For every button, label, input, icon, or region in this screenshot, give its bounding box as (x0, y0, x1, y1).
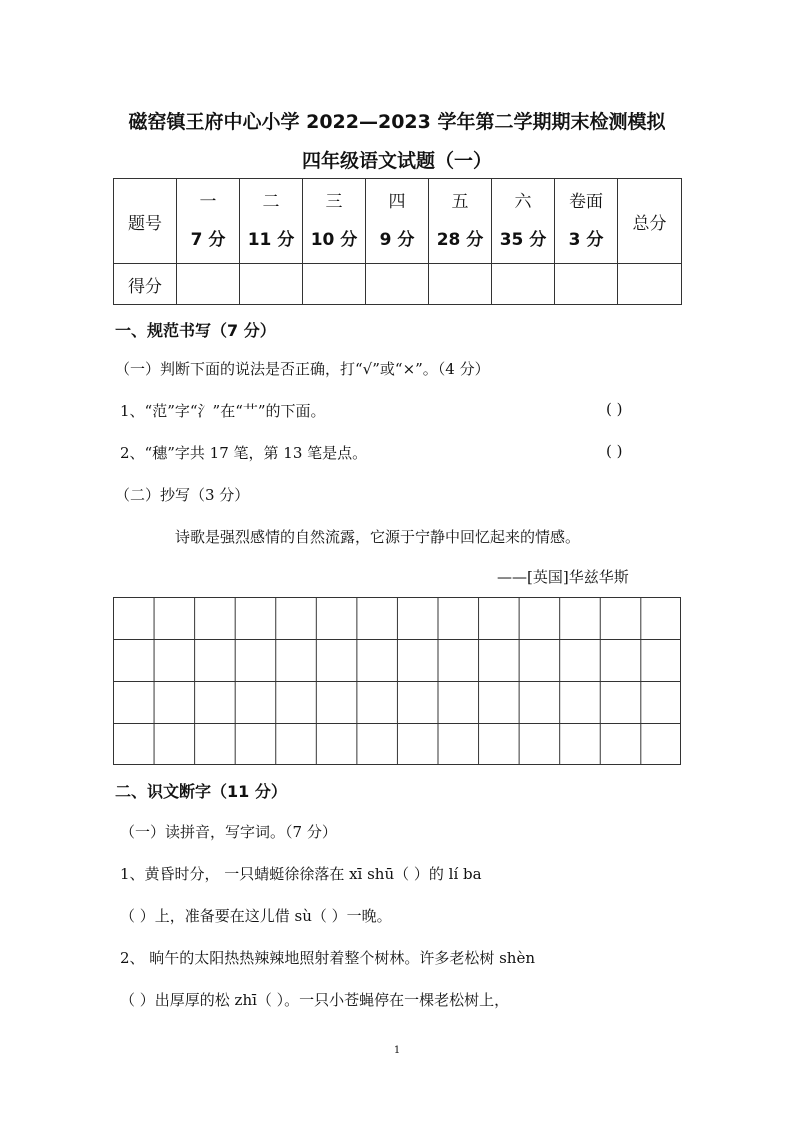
quote-author: ——[英国]华兹华斯 (497, 568, 629, 586)
score-table-score-row (114, 264, 682, 305)
score-cell[interactable] (492, 264, 555, 305)
answer-blank-2[interactable]: ( ) (606, 442, 623, 460)
score-cell[interactable] (555, 264, 618, 305)
pinyin-question-1-line2: （ ）上，准备要在这儿借 sù（ ）一晚。 (120, 907, 392, 925)
column-7: 卷面 3 分 (555, 179, 618, 264)
copy-quote: 诗歌是强烈感情的自然流露，它源于宁静中回忆起来的情感。 (175, 528, 581, 546)
answer-blank-1[interactable]: ( ) (606, 400, 623, 418)
column-5: 五 28 分 (429, 179, 492, 264)
copy-writing-grid[interactable] (113, 597, 681, 765)
question-item-2: 2、“穗”字共 17 笔，第 13 笔是点。 (120, 444, 368, 462)
label-question-number: 题号 (114, 179, 177, 264)
score-cell[interactable] (366, 264, 429, 305)
label-total: 总分 (618, 179, 682, 264)
section1-heading: 一、规范书写（7 分） (115, 321, 276, 340)
column-6: 六 35 分 (492, 179, 555, 264)
score-cell[interactable] (429, 264, 492, 305)
pinyin-question-2-line2: （ ）出厚厚的松 zhī（ ）。一只小苍蝇停在一棵老松树上， (120, 991, 510, 1009)
label-score: 得分 (114, 264, 177, 305)
score-table (113, 178, 682, 305)
column-2: 二 11 分 (240, 179, 303, 264)
pinyin-question-2-line1: 2、 晌午的太阳热热辣辣地照射着整个树林。许多老松树 shèn (120, 949, 535, 967)
score-cell[interactable] (177, 264, 240, 305)
section1-part2-heading: （二）抄写（3 分） (115, 486, 250, 504)
page-number: 1 (393, 1045, 401, 1056)
pinyin-question-1-line1: 1、黄昏时分， 一只蜻蜓徐徐落在 xī shū（ ）的 lí ba (120, 865, 482, 883)
column-1: 一 7 分 (177, 179, 240, 264)
score-cell[interactable] (303, 264, 366, 305)
score-cell[interactable] (618, 264, 682, 305)
column-3: 三 10 分 (303, 179, 366, 264)
exam-subtitle: 四年级语文试题（一） (301, 150, 492, 172)
column-4: 四 9 分 (366, 179, 429, 264)
score-cell[interactable] (240, 264, 303, 305)
section2-heading: 二、识文断字（11 分） (115, 782, 287, 801)
exam-title: 磁窑镇王府中心小学 2022—2023 学年第二学期期末检测模拟 (128, 111, 666, 133)
question-item-1: 1、“范”字“氵”在“艹”的下面。 (120, 402, 326, 420)
section1-part1-heading: （一）判断下面的说法是否正确，打“√”或“×”。（4 分） (115, 360, 490, 378)
section2-part1-heading: （一）读拼音，写字词。（7 分） (120, 823, 337, 841)
score-table-header-row (114, 179, 682, 264)
